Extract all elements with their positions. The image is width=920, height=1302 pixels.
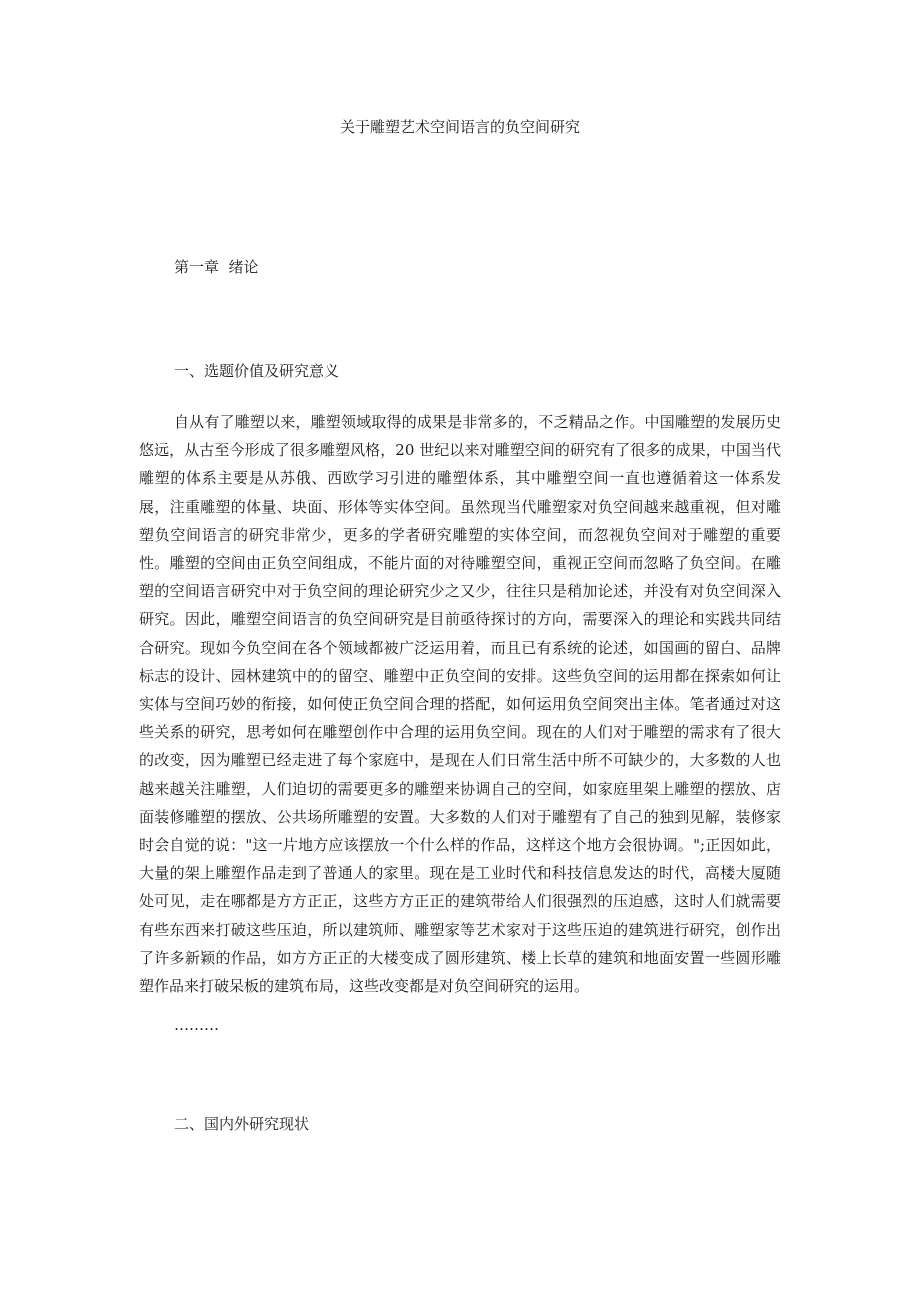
document-title: 关于雕塑艺术空间语言的负空间研究: [339, 118, 580, 136]
body-paragraph: 自从有了雕塑以来，雕塑领域取得的成果是非常多的，不乏精品之作。中国雕塑的发展历史悠远，从古至今形成了很多雕塑风格，20 世纪以来对雕塑空间的研究有了很多的成果，中国当代雕塑的体系主要是从苏俄、西欧学习引进的雕塑体系，其中雕塑空间一直也遵循着这一体系发展，注重雕塑的体量、块面、形体等实体空间。虽然现当代雕塑家对负空间越来越重视，但对雕塑负空间语言的研究非常少，更多的学者研究雕塑的实体空间，而忽视负空间对于雕塑的重要性。雕塑的空间由正负空间组成，不能片面的对待雕塑空间，重视正空间而忽略了负空间。在雕塑的空间语言研究中对于负空间的理论研究少之又少，往往只是稍加论述，并没有对负空间深入研究。因此，雕塑空间语言的负空间研究是目前亟待探讨的方向，需要深入的理论和实践共同结合研究。现如今负空间在各个领域都被广泛运用着，而且已有系统的论述，如国画的留白、品牌标志的设计、园林建筑中的的留空、雕塑中正负空间的安排。这些负空间的运用都在探索如何让实体与空间巧妙的衔接，如何使正负空间合理的搭配，如何运用负空间突出主体。笔者通过对这些关系的研究，思考如何在雕塑创作中合理的运用负空间。现在的人们对于雕塑的需求有了很大的改变，因为雕塑已经走进了每个家庭中，是现在人们日常生活中所不可缺少的，大多数的人也越来越关注雕塑，人们迫切的需要更多的雕塑来协调自己的空间，如家庭里架上雕塑的摆放、店面装修雕塑的摆放、公共场所雕塑的安置。大多数的人们对于雕塑有了自己的独到见解，装修家时会自觉的说："这一片地方应该摆放一个什么样的作品，这样这个地方会很协调。";正因如此，大量的架上雕塑作品走到了普通人的家里。现在是工业时代和科技信息发达的时代，高楼大厦随处可见，走在哪都是方方正正，这些方方正正的建筑带给人们很强烈的压迫感，这时人们就需要有些东西来打破这些压迫，所以建筑师、雕塑家等艺术家对于这些压迫的建筑进行研究，创作出了许多新颖的作品，如方方正正的大楼变成了圆形建筑、楼上长草的建筑和地面安置一些圆形雕塑作品来打破呆板的建筑布局，这些改变都是对负空间研究的运用。: [139, 413, 781, 996]
section-heading-1: 一、选题价值及研究意义: [174, 362, 340, 380]
section-heading-2: 二、国内外研究现状: [174, 1115, 310, 1133]
ellipsis-text: ………: [174, 1016, 219, 1034]
chapter-heading: 第一章 绪论: [174, 258, 259, 276]
